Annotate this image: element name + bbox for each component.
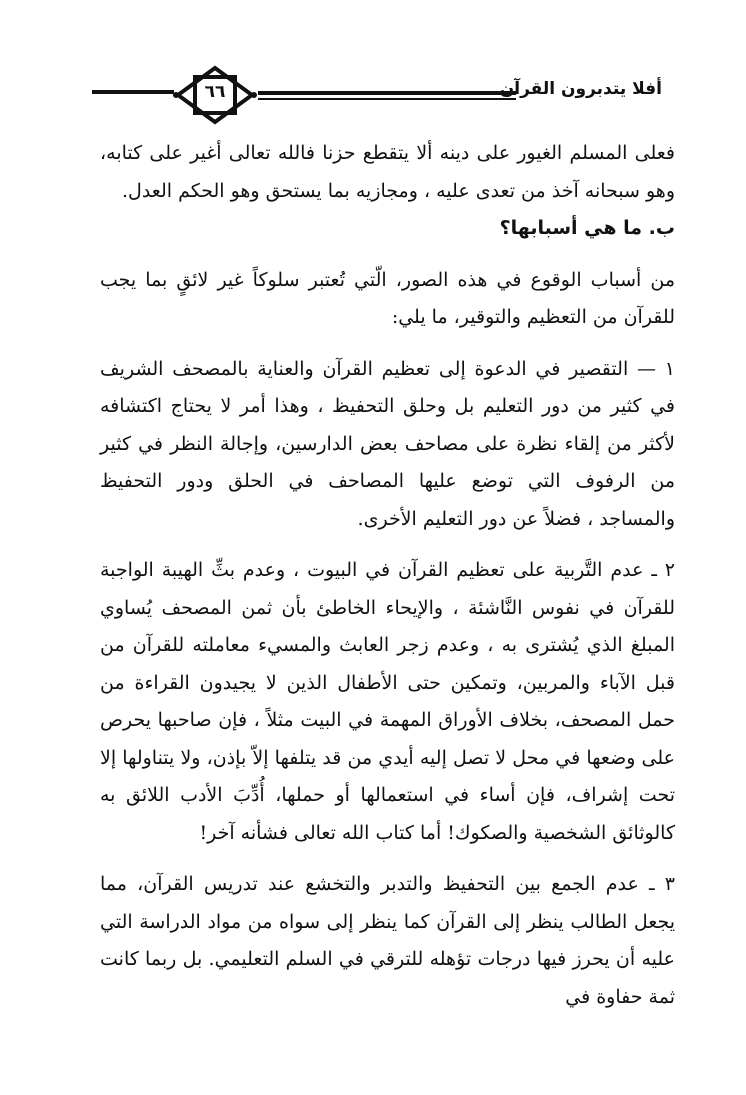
page-header	[92, 64, 662, 126]
paragraph-intro: فعلى المسلم الغيور على دينه ألا يتقطع حزنا فالله تعالى أغير على كتابه، وهو سبحانه آخذ من تعدى عليه ، ومجازيه بما يستحق وهو الحكم العدل.	[100, 142, 675, 202]
paragraph-cause-2: ٢ ـ عدم التَّربية على تعظيم القرآن في البيوت ، وعدم بثِّ الهيبة الواجبة للقرآن في نفوس النَّاشئة ، والإيحاء الخاطئ بأن ثمن المصحف يُساوي المبلغ الذي يُشترى به ، وعدم زجر العابث والمسيء معاملته للقرآن من قبل الآباء والمربين، وتمكين حتى الأطفال الذين لا يجيدون القراءة من حمل المصحف، بخلاف الأوراق المهمة في البيت مثلاً ، فإن صاحبها يحرص على وضعها في محل لا تصل إليه أيدي من قد يتلفها إلاّ بإذن، ولا يتناولها إلا تحت إشراف، فإن أساء في استعمالها أو حملها، أُدِّبَ الأدب اللائق به كالوثائق الشخصية والصكوك! أما كتاب الله تعالى فشأنه آخر!	[100, 559, 675, 844]
header-rule-thin	[258, 98, 516, 100]
header-rule-right	[258, 91, 516, 95]
section-heading: ب. ما هي أسبابها؟	[499, 217, 675, 239]
paragraph-causes-intro: من أسباب الوقوع في هذه الصور، الّتي تُعتبر سلوكاً غير لائقٍ بما يجب للقرآن من التعظيم والتوقير، ما يلي:	[100, 268, 675, 328]
page-number: ٦٦	[204, 82, 226, 102]
paragraph-cause-1: ١ — التقصير في الدعوة إلى تعظيم القرآن والعناية بالمصحف الشريف في كثير من دور التعليم بل وحلق التحفيظ ، وهذا أمر لا يحتاج اكتشافه لأكثر من إلقاء نظرة على مصاحف بعض الدارسين، وإجالة النظر في كثير من الرفوف التي توضع عليها المصاحف في الحلق ودور التحفيظ والمساجد ، فضلاً عن دور التعليم الأخرى.	[100, 357, 675, 530]
page-body	[100, 135, 675, 1016]
paragraph-cause-3: ٣ ـ عدم الجمع بين التحفيظ والتدبر والتخشع عند تدريس القرآن، مما يجعل الطالب ينظر إلى القرآن كما ينظر إلى سواه من مواد الدراسة التي عليه أن يحرز فيها درجات تؤهله للترقي في السلم التعليمي. بل ربما كانت ثمة حفاوة في	[100, 873, 675, 1008]
running-title: أفلا يتدبرون القرآن	[499, 79, 662, 99]
header-rule-left	[92, 90, 174, 94]
